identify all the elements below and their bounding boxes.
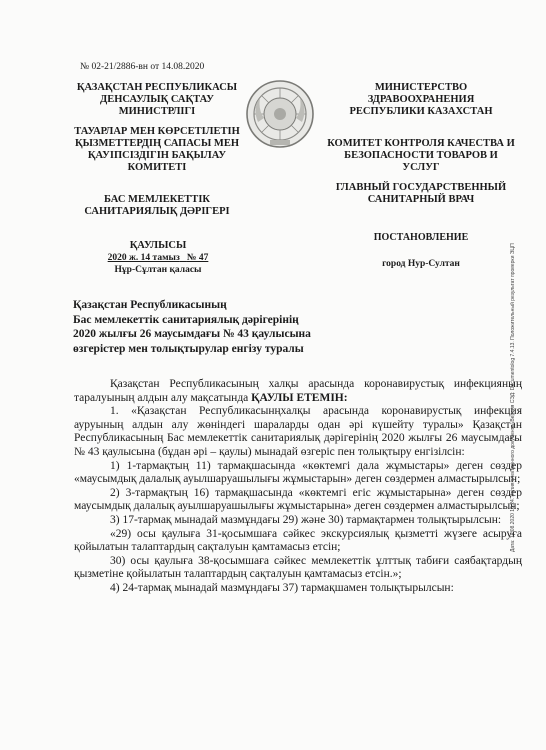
left-committee-line: ТАУАРЛАР МЕН КӨРСЕТІЛЕТІН xyxy=(74,126,240,137)
left-committee-line: ҚЫЗМЕТТЕРДІҢ САПАСЫ МЕН xyxy=(75,138,239,149)
body-paragraph: 1. «Қазақстан Республикасынңхалқы арасында коронавирустық инфекция ауруының алдын алу жөніндегі шараларды одан әрі күшейту туралы» Қазақстан Республикасының Бас мемлекеттік санитариялық дәрігерінің 2020 жылғы 26 маусымдағы № 43 қаулысына (бұдан әрі – қаулы) мынадай өзгеріс пен толықтыру енгізілсін: xyxy=(74,405,522,458)
left-committee-line: КОМИТЕТІ xyxy=(127,162,187,173)
left-ministry-line: ДЕНСАУЛЫҚ САҚТАУ xyxy=(100,94,214,105)
document-title xyxy=(73,298,373,356)
side-stamp-text: Дата: 14.08.2020 16:24. Копия электронного документа. Версия СЭД: Documentolog 7.4.13. Положительный результат проверки ЭЦП xyxy=(510,243,516,552)
left-committee xyxy=(58,126,256,174)
registration-number: № 02-21/2886-вн от 14.08.2020 xyxy=(80,62,205,72)
left-ministry-line: ҚАЗАҚСТАН РЕСПУБЛИКАСЫ xyxy=(76,82,238,93)
right-committee xyxy=(316,138,526,174)
doc-kz-date-number xyxy=(60,252,256,264)
doc-kz-city: Нұр-Сұлтан қаласы xyxy=(114,265,202,275)
right-ministry-line: РЕСПУБЛИКИ КАЗАХСТАН xyxy=(349,106,493,117)
right-committee-line: БЕЗОПАСНОСТИ ТОВАРОВ И xyxy=(344,150,498,161)
doc-kz-block xyxy=(60,240,256,276)
left-doctor-line: САНИТАРИЯЛЫҚ ДӘРІГЕРІ xyxy=(84,206,230,217)
title-line: Бас мемлекеттік санитариялық дәрігерінің xyxy=(73,313,299,326)
doc-ru-type: ПОСТАНОВЛЕНИЕ xyxy=(373,232,469,243)
doc-kz-number: № 47 xyxy=(186,253,209,263)
body-paragraph: 30) осы қаулыға 38-қосымшаға сәйкес мемлекеттік ұлттық табиғи саябақтардың қызметіне қойылатын талаптардың сақталуын қамтамасыз етсін.»; xyxy=(74,554,522,581)
document-body xyxy=(74,378,522,596)
body-paragraph: «29) осы қаулыға 31-қосымшаға сәйкес экскурсиялық қызметті жүзеге асыруға қойылатын талаптардың сақталуын қамтамасыз етсін; xyxy=(74,527,522,554)
body-paragraph: 2) 3-тармақтың 16) тармақшасында «көктемгі егіс жұмыстарына» деген сөздер маусымдық далалық ауылшаруашылығы жұмыстарына» деген сөздермен алмастырылсын; xyxy=(74,486,522,513)
doc-kz-date: 2020 ж. 14 тамыз xyxy=(107,253,180,263)
right-ministry-line: ЗДРАВООХРАНЕНИЯ xyxy=(367,94,475,105)
side-stamp xyxy=(510,222,524,552)
left-doctor xyxy=(58,194,256,218)
right-committee-line: КОМИТЕТ КОНТРОЛЯ КАЧЕСТВА И xyxy=(327,138,515,149)
body-paragraph: 1) 1-тармақтың 11) тармақшасында «көктемгі дала жұмыстары» деген сөздер «маусымдық далалық ауылшаруашылығы жұмыстарын» деген сөздермен алмастырылсын; xyxy=(74,459,522,486)
resolve-heading: ҚАУЛЫ ЕТЕМІН: xyxy=(251,391,348,404)
right-doctor-line: ГЛАВНЫЙ ГОСУДАРСТВЕННЫЙ xyxy=(335,182,507,193)
state-emblem-icon xyxy=(244,78,316,150)
left-committee-line: ҚАУІПСІЗДІГІН БАҚЫЛАУ xyxy=(87,150,227,161)
doc-ru-city: город Нур-Султан xyxy=(382,259,460,269)
title-line: өзгерістер мен толықтырулар енгізу туралы xyxy=(73,342,304,355)
body-paragraph: 4) 24-тармақ мынадай мазмұндағы 37) тармақшамен толықтырылсын: xyxy=(110,581,454,594)
body-paragraph: 3) 17-тармақ мынадай мазмұндағы 29) және 30) тармақтармен толықтырылсын: xyxy=(110,513,502,526)
title-line: Қазақстан Республикасының xyxy=(73,299,227,311)
left-ministry-line: МИНИСТРЛІГІ xyxy=(118,106,196,117)
right-ministry-line: МИНИСТЕРСТВО xyxy=(374,82,468,93)
doc-kz-type: ҚАУЛЫСЫ xyxy=(129,240,187,251)
title-line: 2020 жылғы 26 маусымдағы № 43 қаулысына xyxy=(73,328,311,340)
right-committee-line: УСЛУГ xyxy=(402,162,440,173)
left-doctor-line: БАС МЕМЛЕКЕТТІК xyxy=(103,194,211,205)
body-paragraph: Қазақстан Республикасының халқы арасында коронавирустық инфекцияның таралуының алдын алу мақсатында ҚАУЛЫ ЕТЕМІН: xyxy=(74,378,522,404)
right-doctor xyxy=(316,182,526,206)
right-doctor-line: САНИТАРНЫЙ ВРАЧ xyxy=(367,194,475,205)
right-ministry xyxy=(316,82,526,118)
left-ministry xyxy=(58,82,256,118)
